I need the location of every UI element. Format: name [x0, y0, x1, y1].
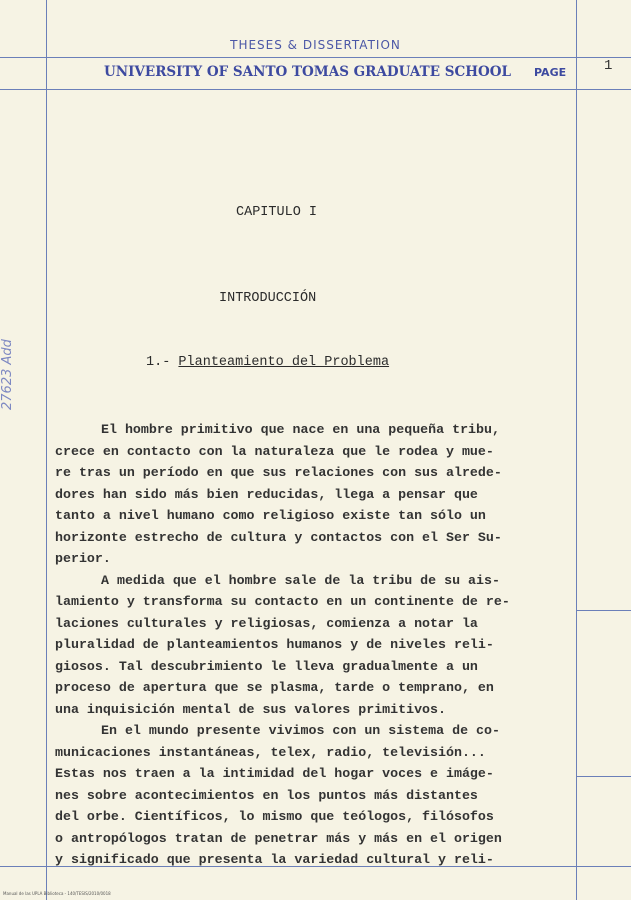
subsection-heading [146, 355, 389, 370]
body-line: nes sobre acontecimientos en los puntos más distantes [55, 787, 478, 803]
body-line: o antropólogos tratan de penetrar más y más en el origen [55, 830, 502, 846]
left-margin-rule [46, 0, 47, 900]
body-line: perior. [55, 551, 111, 566]
body-line: crece en contacto con la naturaleza que le rodea y mue- [55, 443, 494, 459]
body-line: tanto a nivel humano como religioso existe tan sólo un [55, 508, 486, 523]
body-line: lamiento y transforma su contacto en un continente de re- [55, 594, 510, 609]
section-heading: INTRODUCCIÓN [219, 291, 317, 306]
margin-accession-note: 27623 Add [0, 339, 15, 410]
body-line: una inquisición mental de sus valores primitivos. [55, 701, 446, 717]
body-line: En el mundo presente vivimos con un sistema de co- [101, 723, 500, 738]
header-top-rule [0, 57, 631, 58]
body-line: pluralidad de planteamientos humanos y de niveles reli- [55, 637, 494, 652]
scan-footer: Manual de las UPLA Biblioteca - 140/TESIS/2010/0018 [3, 891, 111, 896]
body-text [55, 419, 558, 871]
body-line: del orbe. Científicos, lo mismo que teólogos, filósofos [55, 809, 494, 824]
right-column-rule-1 [576, 610, 631, 611]
chapter-heading: CAPITULO I [236, 205, 318, 220]
body-line: proceso de apertura que se plasma, tarde o temprano, en [55, 680, 494, 695]
right-margin-rule [576, 0, 577, 900]
body-line: municaciones instantáneas, telex, radio, televisión... [55, 744, 486, 760]
body-line: Estas nos traen a la intimidad del hogar voces e imáge- [55, 766, 494, 781]
body-line: A medida que el hombre sale de la tribu de su ais- [101, 572, 500, 588]
body-line: horizonte estrecho de cultura y contactos con el Ser Su- [55, 529, 502, 545]
body-line: giosos. Tal descubrimiento le lleva gradualmente a un [55, 658, 478, 674]
body-line: re tras un período en que sus relaciones con sus alrede- [55, 465, 502, 480]
right-column-rule-2 [576, 776, 631, 777]
page-label: PAGE [534, 66, 567, 79]
page-number: 1 [604, 58, 613, 74]
subsection-number: 1.- [146, 355, 171, 370]
university-name: UNIVERSITY OF SANTO TOMAS GRADUATE SCHOOL [104, 64, 511, 80]
subsection-title: Planteamiento del Problema [178, 355, 390, 370]
body-line: y significado que presenta la variedad cultural y reli- [55, 852, 494, 867]
body-line: laciones culturales y religiosas, comienza a notar la [55, 615, 478, 631]
theses-dissertation-label: THESES & DISSERTATION [230, 38, 401, 52]
body-line: dores han sido más bien reducidas, llega a pensar que [55, 486, 478, 502]
body-line: El hombre primitivo que nace en una pequeña tribu, [101, 422, 500, 437]
header-bottom-rule [0, 89, 631, 90]
